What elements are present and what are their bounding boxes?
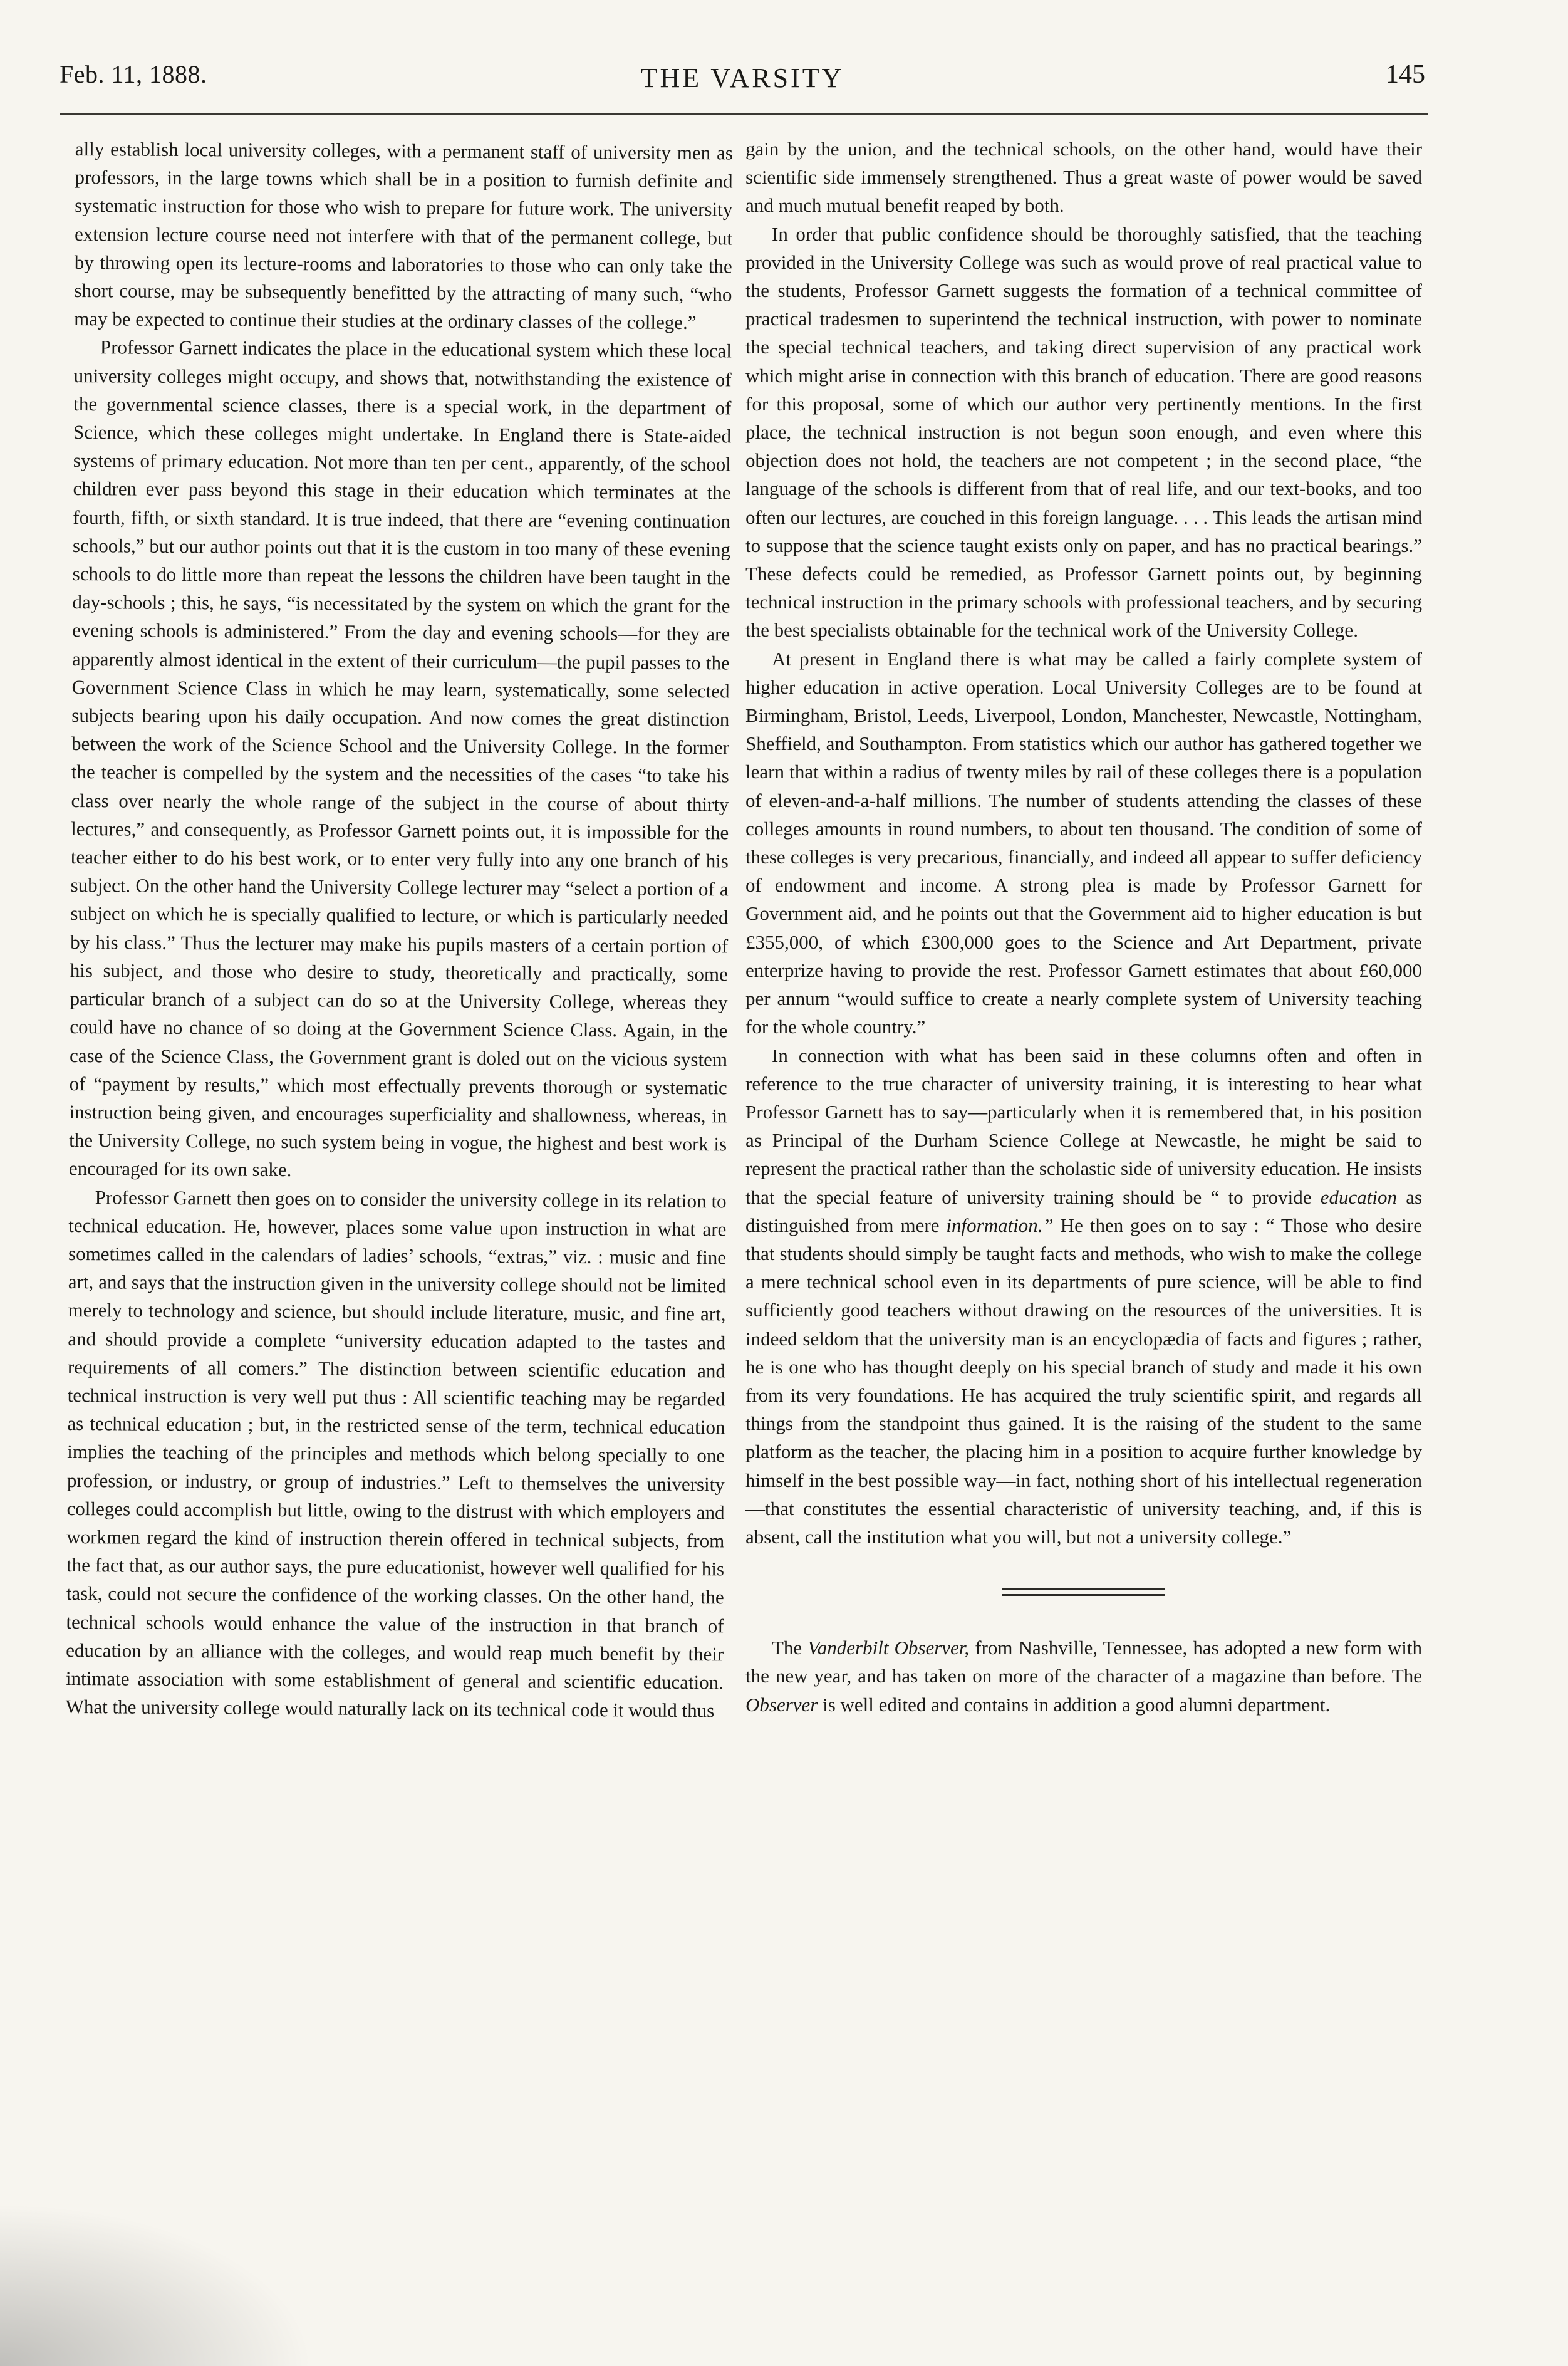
text-run: as distinguished from mere — [745, 1186, 1423, 1236]
paragraph: In order that public confidence should be thoroughly satisfied, that the teaching provided in the University College was such as would prove of real practical value to the students, Professor Garnett suggests the formation of a technical committee of practical tradesmen to superintend the technical instruction, with power to nominate the special technical teachers, and taking direct supervision of any practical work which might arise in connection with this branch of education. There are good reasons for this proposal, some of which our author very pertinently mentions. In the first place, the technical instruction is not begun soon enough, and even where this objection does not hold, the teachers are not competent ; in the second place, “the language of the schools is different from that of real life, and our text-books, and too often our lectures, are couched in this foreign language. . . . This leads the artisan mind to suppose that the science taught exists only on paper, and has no practical bearings.” These defects could be remedied, as Professor Garnett points out, by beginning technical instruction in the primary schools with professional teachers, and by securing the best specialists obtainable for the technical work of the University College. — [745, 222, 1422, 642]
left-column — [66, 135, 733, 1725]
paragraph: At present in England there is what may be called a fairly complete system of higher education in active operation. Local University Colleges are to be found at Birmingham, Bristol, Leeds, Liverpool, London, Manchester, Newcastle, Nottingham, Sheffield, and Southampton. From statistics which our author has gathered together we learn that within a radius of twenty miles by rail of these colleges there is a population of eleven-and-a-half millions. The number of students attending the classes of these colleges amounts in round numbers, to about ten thousand. The condition of some of these colleges is very precarious, financially, and indeed all appear to suffer deficiency of endowment and income. A strong plea is made by Professor Garnett for Government aid, and he points out that the Government aid to higher education is but £355,000, of which £300,000 goes to the Science and Art Department, private enterprize having to provide the rest. Professor Garnett estimates that about £60,000 per annum “would suffice to create a nearly complete system of University teaching for the whole country.” — [745, 647, 1422, 1038]
page-header — [60, 53, 1425, 110]
text-run: He then goes on to say : “ Those who desire that students should simply be taught facts and methods, who wish to make the college a mere technical school even in its departments of pure science, will be able to find sufficiently good teachers without drawing on the resources of the universities. It is indeed seldom that the university man is an encyclopædia of facts and figures ; rather, he is one who has thought deeply on his special branch of study and made it his own from its very foundations. He has acquired the truly scientific spirit, and regards all things from the standpoint thus gained. It is the raising of the student to the same platform as the teacher, the placing him in a position to acquire further knowledge by himself in the best possible way—in fact, nothing short of his intellectual regeneration—that constitutes the essential characteristic of university teaching, and, if this is absent, call the institution what you will, but not a university college.” — [745, 1214, 1422, 1548]
publication-title: THE VARSITY — [640, 63, 844, 93]
paragraph-garnett-quote — [745, 1041, 1422, 1551]
emphasis-education: education — [1320, 1186, 1397, 1208]
journal-short-name: Observer — [745, 1693, 818, 1716]
page-number: 145 — [1386, 60, 1425, 89]
section-separator — [1002, 1588, 1165, 1596]
text-run: is well edited and contains in addition a good alumni department. — [823, 1693, 1331, 1716]
paragraph: gain by the union, and the technical schools, on the other hand, would have their scientific side immensely strengthened. Thus a great waste of power would be saved and much mutual benefit reaped by both. — [745, 138, 1422, 217]
text-run: In connection with what has been said in these columns often and often in reference to the true character of university training, it is interesting to hear what Professor Garnett has to say—particularly when it is remembered that, in his position as Principal of the Durham Science College at Newcastle, he might be said to represent the practical rather than the scholastic side of university education. He insists that the special feature of university training should be “ to provide — [745, 1044, 1422, 1208]
text-run: from Nashville, Tennessee, has adopted a new form with the new year, and has taken on more of the character of a magazine than before. The — [745, 1637, 1422, 1687]
separator-line — [1002, 1588, 1165, 1590]
paragraph: Professor Garnett then goes on to consider the university college in its relation to technical education. He, however, places some value upon instruction in what are sometimes called in the calendars of ladies’ schools, “extras,” viz. : music and fine art, and says that the instruction given in the university college should not be limited merely to technology and science, but should include literature, music, and fine art, and should provide a complete “university education adapted to the tastes and requirements of all comers.” The distinction between scientific education and technical instruction is very well put thus : All scientific teaching may be regarded as technical education ; but, in the restricted sense of the term, technical education implies the teaching of the principles and methods which belong specially to one profession, or industry, or group of industries.” Left to themselves the university colleges could accomplish but little, owing to the distrust with which employers and workmen regard the kind of instruction therein offered in technical subjects, from the fact that, as our author says, the pure educationist, however well qualified for his task, could not secure the confidence of the working classes. On the other hand, the technical schools would enhance the value of the instruction in that branch of education by an alliance with the colleges, and would reap much benefit by their intimate association with some establishment of general and scientific education. What the university college would naturally lack on its technical code it would thus — [65, 1186, 727, 1722]
separator-line — [1002, 1594, 1165, 1596]
paragraph: ally establish local university colleges, with a permanent staff of university men as professors, in the large towns which shall be in a position to furnish definite and systematic instruction for those who wish to prepare for future work. The university extension lecture course need not interfere with that of the permanent college, but by throwing open its lecture-rooms and laboratories to those who can only take the short course, may be subsequently benefitted by the attracting of many such, “who may be expected to continue their studies at the ordinary classes of the college.” — [74, 137, 733, 334]
scan-shadow — [0, 2203, 313, 2366]
paragraph: Professor Garnett indicates the place in the educational system which these local university colleges might occupy, and shows that, notwithstanding the existence of the governmental science classes, there is a special work, in the department of Science, which these colleges might undertake. In England there is State-aided systems of primary education. Not more than ten per cent., apparently, of the school children ever pass beyond this stage in their education which terminates at the fourth, fifth, or sixth standard. It is true indeed, that there are “evening continuation schools,” but our author points out that it is the custom in too many of these evening schools to do little more than repeat the lessons the children have been taught in the day-schools ; this, he says, “is necessitated by the system on which the grant for the evening schools is administered.” From the day and evening schools—for they are apparently almost identical in the extent of their curriculum—the pupil passes to the Government Science Class in which he may learn, systematically, some selected subjects bearing upon his daily occupation. And now comes the great distinction between the work of the Science School and the University College. In the former the teacher is compelled by the system and the necessities of the cases “to take his class over nearly the whole range of the subject in the course of about thirty lectures,” and consequently, as Professor Garnett points out, it is impossible for the teacher either to do his best work, or to enter very fully into any one branch of his subject. On the other hand the University College lecturer may “select a portion of a subject on which he is specially qualified to lecture, or which is particularly needed by his class.” Thus the lecturer may make his pupils masters of a certain portion of his subject, and those who desire to study, theoretically and practically, some particular branch of a subject can do so at the University College, whereas they could have no chance of so doing at the Government Science Class. Again, in the case of the Science Class, the Government grant is doled out on the vicious system of “payment by results,” which most effectually prevents thorough or systematic instruction being given, and encourages superficiality and shallowness, whereas, in the University College, no such system being in vogue, the highest and best work is encouraged for its own sake. — [68, 336, 732, 1181]
emphasis-information: information.” — [946, 1214, 1054, 1236]
issue-date: Feb. 11, 1888. — [60, 60, 207, 88]
journal-name: Vanderbilt Observer, — [807, 1637, 970, 1659]
right-column — [745, 135, 1422, 1719]
header-rule — [60, 113, 1428, 115]
text-run: The — [772, 1637, 802, 1659]
review-paragraph — [745, 1634, 1422, 1719]
